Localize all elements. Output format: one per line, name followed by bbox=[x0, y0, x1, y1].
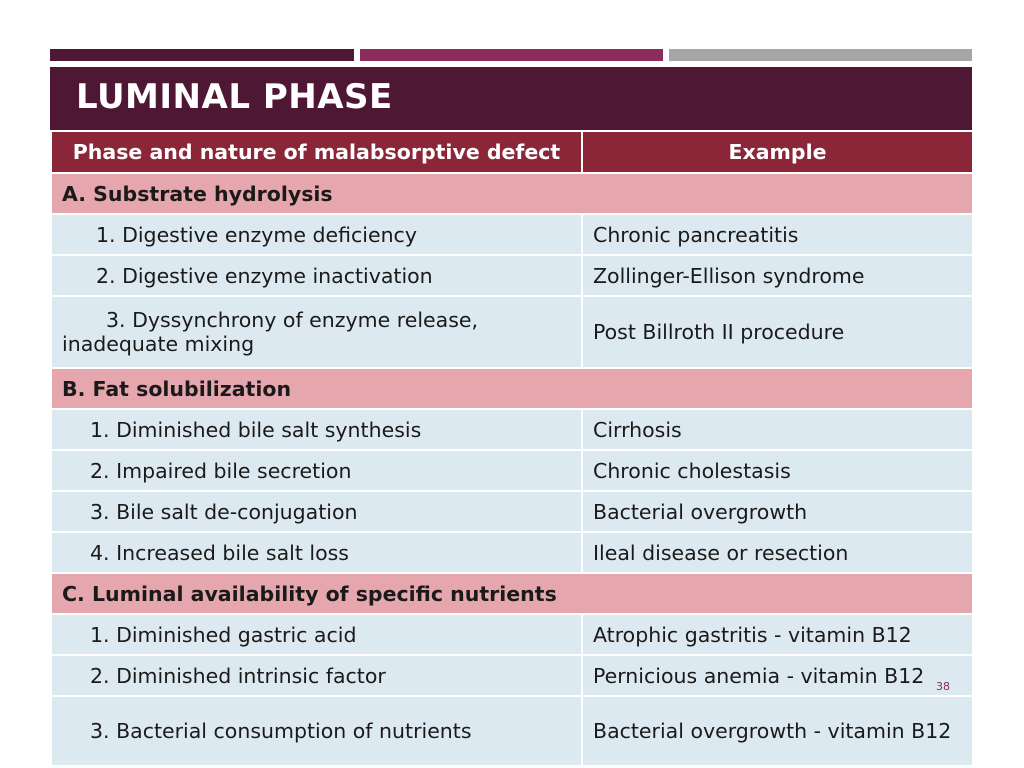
section-label-a: A. Substrate hydrolysis bbox=[51, 173, 973, 214]
defect-cell: 1. Digestive enzyme deficiency bbox=[51, 214, 582, 255]
example-cell: Bacterial overgrowth - vitamin B12 bbox=[582, 696, 973, 766]
accent-bar-middle bbox=[360, 49, 663, 61]
slide-title: LUMINAL PHASE bbox=[76, 77, 393, 117]
example-cell: Chronic pancreatitis bbox=[582, 214, 973, 255]
malabsorption-table bbox=[50, 130, 974, 767]
section-row-c bbox=[51, 573, 973, 614]
table-row bbox=[51, 255, 973, 296]
section-row-b bbox=[51, 368, 973, 409]
example-cell: Chronic cholestasis bbox=[582, 450, 973, 491]
table-row bbox=[51, 214, 973, 255]
defect-cell: 1. Diminished gastric acid bbox=[51, 614, 582, 655]
defect-cell: 2. Impaired bile secretion bbox=[51, 450, 582, 491]
table-header-row bbox=[51, 131, 973, 173]
example-cell: Post Billroth II procedure bbox=[582, 296, 973, 368]
table-row bbox=[51, 696, 973, 766]
column-header-defect: Phase and nature of malabsorptive defect bbox=[51, 131, 582, 173]
example-cell: Atrophic gastritis - vitamin B12 bbox=[582, 614, 973, 655]
table-row bbox=[51, 296, 973, 368]
section-label-b: B. Fat solubilization bbox=[51, 368, 973, 409]
accent-bar-left bbox=[50, 49, 354, 61]
defect-cell: 4. Increased bile salt loss bbox=[51, 532, 582, 573]
example-cell: Ileal disease or resection bbox=[582, 532, 973, 573]
column-header-example: Example bbox=[582, 131, 973, 173]
page-number: 38 bbox=[936, 680, 950, 693]
table-row bbox=[51, 450, 973, 491]
defect-cell: 3. Bacterial consumption of nutrients bbox=[51, 696, 582, 766]
table-row bbox=[51, 532, 973, 573]
defect-cell: 2. Digestive enzyme inactivation bbox=[51, 255, 582, 296]
table-row bbox=[51, 655, 973, 696]
accent-bar-right bbox=[669, 49, 972, 61]
table-row bbox=[51, 491, 973, 532]
table-row bbox=[51, 409, 973, 450]
defect-cell: 2. Diminished intrinsic factor bbox=[51, 655, 582, 696]
example-cell: Cirrhosis bbox=[582, 409, 973, 450]
defect-cell bbox=[51, 296, 582, 368]
example-cell: Bacterial overgrowth bbox=[582, 491, 973, 532]
defect-cell: 3. Bile salt de-conjugation bbox=[51, 491, 582, 532]
example-cell: Pernicious anemia - vitamin B12 bbox=[582, 655, 973, 696]
table-row bbox=[51, 614, 973, 655]
example-cell: Zollinger-Ellison syndrome bbox=[582, 255, 973, 296]
defect-line-1: 3. Dyssynchrony of enzyme release, bbox=[106, 308, 479, 332]
defect-line-2: inadequate mixing bbox=[62, 332, 255, 356]
section-label-c: C. Luminal availability of specific nutrients bbox=[51, 573, 973, 614]
defect-cell: 1. Diminished bile salt synthesis bbox=[51, 409, 582, 450]
section-row-a bbox=[51, 173, 973, 214]
